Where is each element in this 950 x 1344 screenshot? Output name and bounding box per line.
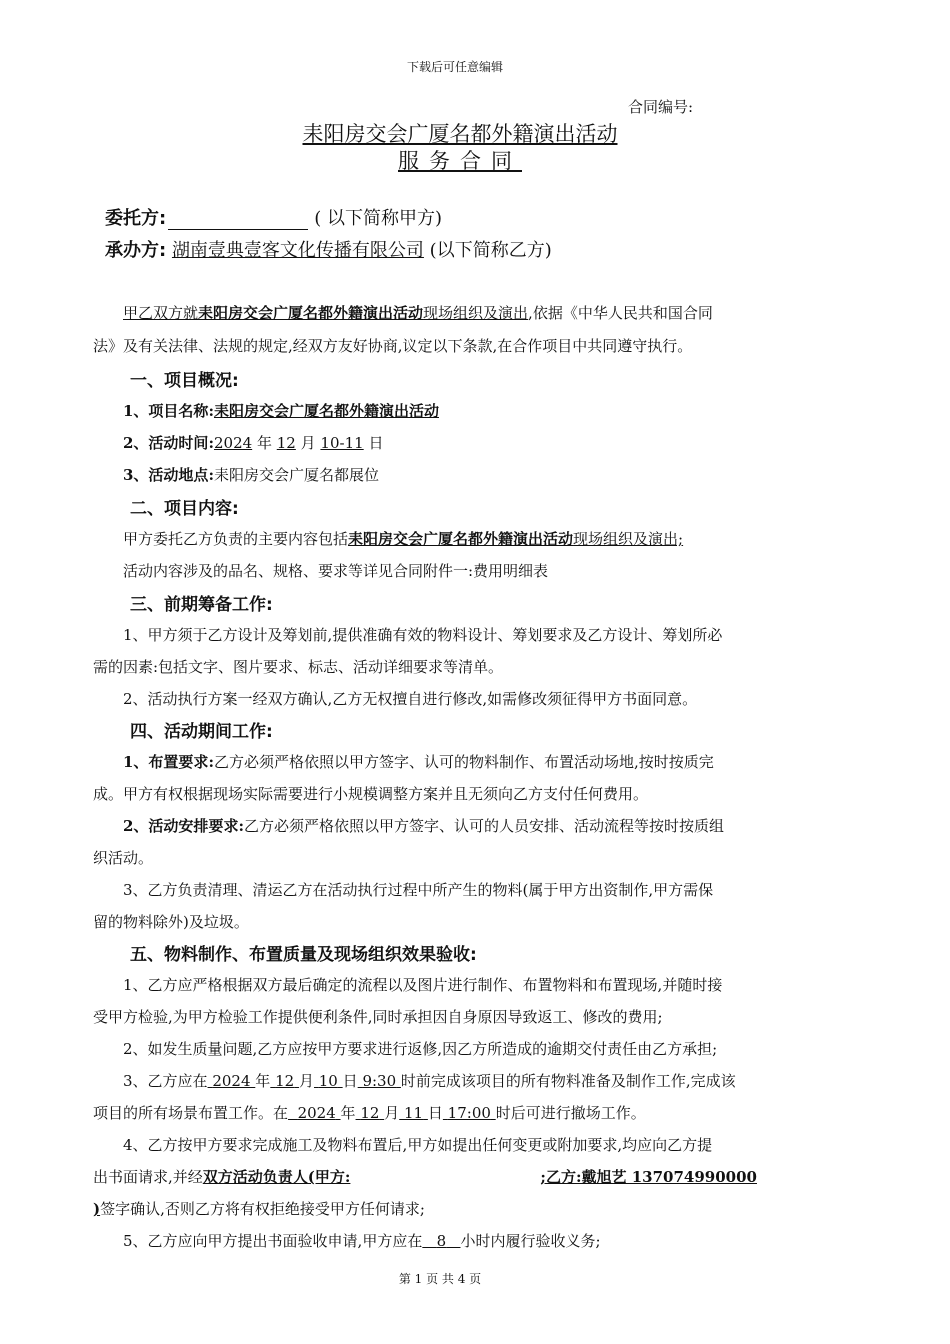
responsible-persons bbox=[203, 1168, 757, 1186]
responsible-persons-close: ) bbox=[93, 1200, 101, 1218]
intro-event-name: 耒阳房交会广厦名都外籍演出活动 bbox=[198, 304, 424, 322]
arrangement-clause-a bbox=[123, 815, 724, 836]
prep-deadline-month: 12 bbox=[275, 1072, 295, 1090]
cleanup-clause-b: 留的物料除外)及垃圾。 bbox=[93, 913, 249, 931]
unit-text: 年 bbox=[256, 434, 272, 452]
content-event-name: 耒阳房交会广厦名都外籍演出活动 bbox=[348, 530, 574, 548]
content-line-1 bbox=[123, 528, 683, 549]
activity-month: 12 bbox=[276, 434, 296, 452]
provider-name: 湖南壹典壹客文化传播有限公司 bbox=[171, 240, 424, 261]
clause-text: 时前完成该项目的所有物料准备及制作工作,完成该 bbox=[400, 1072, 736, 1090]
clause-text: 签字确认,否则乙方将有权拒绝接受甲方任何请求; bbox=[100, 1200, 425, 1218]
arrangement-text: 乙方必须严格依照以甲方签字、认可的人员安排、活动流程等按时按质组 bbox=[243, 817, 724, 835]
section-2-heading: 二、项目内容: bbox=[130, 499, 239, 519]
prep-deadline-time: 9:30 bbox=[362, 1072, 397, 1090]
unit-text: 年 bbox=[340, 1104, 356, 1122]
clause-text: 项目的所有场景布置工作。在 bbox=[93, 1104, 289, 1122]
client-suffix: ( 以下简称甲方) bbox=[314, 208, 442, 229]
section-1-heading: 一、项目概况: bbox=[130, 371, 239, 391]
unit-text: 日 bbox=[427, 1104, 443, 1122]
acceptance-clause-3a bbox=[123, 1070, 736, 1091]
clause-text: 3、乙方应在 bbox=[123, 1072, 208, 1090]
intro-line-2: 法》及有关法律、法规的规定,经双方友好协商,议定以下条款,在合作项目中共同遵守执行。 bbox=[93, 337, 693, 355]
unit-text: 日 bbox=[342, 1072, 358, 1090]
activity-time-line bbox=[123, 432, 383, 453]
document-title: 耒阳房交会广厦名都外籍演出活动 bbox=[302, 122, 618, 146]
setup-text: 乙方必须严格依照以甲方签字、认可的物料制作、布置活动场地,按时按质完 bbox=[213, 753, 714, 771]
acceptance-clause-5 bbox=[123, 1230, 601, 1251]
project-name-value: 耒阳房交会广厦名都外籍演出活动 bbox=[213, 402, 439, 420]
teardown-month: 12 bbox=[360, 1104, 380, 1122]
unit-text: 年 bbox=[255, 1072, 271, 1090]
acceptance-clause-3b bbox=[93, 1102, 646, 1123]
project-name-label: 1、项目名称: bbox=[123, 402, 214, 420]
section-3-heading: 三、前期筹备工作: bbox=[130, 595, 273, 615]
provider-suffix: (以下简称乙方) bbox=[429, 240, 552, 261]
prep-clause-1a: 1、甲方须于乙方设计及筹划前,提供准确有效的物料设计、筹划要求及乙方设计、筹划所必 bbox=[123, 626, 723, 644]
setup-label: 1、布置要求: bbox=[123, 753, 214, 771]
prep-deadline-year: 2024 bbox=[212, 1072, 251, 1090]
intro-line-1 bbox=[123, 302, 713, 323]
activity-place-value: 耒阳房交会广厦名都展位 bbox=[213, 466, 379, 484]
acceptance-clause-1a: 1、乙方应严格根据双方最后确定的流程以及图片进行制作、布置物料和布置现场,并随时接 bbox=[123, 976, 723, 994]
arrangement-label: 2、活动安排要求: bbox=[123, 817, 244, 835]
setup-clause-b: 成。甲方有权根据现场实际需要进行小规模调整方案并且无须向乙方支付任何费用。 bbox=[93, 785, 649, 803]
acceptance-clause-1b: 受甲方检验,为甲方检验工作提供便利条件,同时承担因自身原因导致返工、修改的费用; bbox=[93, 1008, 663, 1026]
teardown-year: 2024 bbox=[297, 1104, 336, 1122]
activity-time-label: 2、活动时间: bbox=[123, 434, 214, 452]
activity-place-line bbox=[123, 464, 379, 485]
unit-text: 月 bbox=[298, 1072, 314, 1090]
page-number: 第 1 页 共 4 页 bbox=[398, 1272, 482, 1286]
clause-text: 出书面请求,并经 bbox=[93, 1168, 203, 1186]
cleanup-clause-a: 3、乙方负责清理、清运乙方在活动执行过程中所产生的物料(属于甲方出资制作,甲方需保 bbox=[123, 881, 714, 899]
acceptance-clause-2: 2、如发生质量问题,乙方应按甲方要求进行返修,因乙方所造成的逾期交付责任由乙方承担; bbox=[123, 1040, 718, 1058]
client-line bbox=[105, 204, 442, 230]
content-scope: 现场组织及演出; bbox=[573, 530, 684, 548]
content-line-2: 活动内容涉及的品名、规格、要求等详见合同附件一:费用明细表 bbox=[123, 562, 549, 580]
party-a-responsible: 双方活动负责人(甲方: bbox=[202, 1168, 351, 1186]
arrangement-clause-b: 织活动。 bbox=[93, 849, 154, 867]
setup-clause-a bbox=[123, 751, 714, 772]
unit-text: 月 bbox=[384, 1104, 400, 1122]
acceptance-hours: 8 bbox=[436, 1232, 447, 1250]
content-text: 甲方委托乙方负责的主要内容包括 bbox=[123, 530, 349, 548]
unit-text: 日 bbox=[368, 434, 384, 452]
section-5-heading: 五、物料制作、布置质量及现场组织效果验收: bbox=[130, 945, 477, 965]
acceptance-clause-4a: 4、乙方按甲方要求完成施工及物料布置后,甲方如提出任何变更或附加要求,均应向乙方提 bbox=[123, 1136, 713, 1154]
client-label: 委托方: bbox=[105, 208, 167, 229]
provider-label: 承办方: bbox=[105, 240, 167, 261]
client-name-blank bbox=[168, 211, 308, 230]
intro-text: 甲乙双方就 bbox=[123, 304, 199, 322]
activity-year: 2024 bbox=[213, 434, 253, 452]
activity-place-label: 3、活动地点: bbox=[123, 466, 214, 484]
intro-scope: 现场组织及演出 bbox=[423, 304, 529, 322]
acceptance-clause-4c bbox=[93, 1198, 425, 1219]
prep-clause-1b: 需的因素:包括文字、图片要求、标志、活动详细要求等清单。 bbox=[93, 658, 504, 676]
unit-text: 月 bbox=[300, 434, 316, 452]
clause-text: 小时内履行验收义务; bbox=[460, 1232, 601, 1250]
section-4-heading: 四、活动期间工作: bbox=[130, 722, 273, 742]
download-note: 下载后可任意编辑 bbox=[406, 60, 503, 74]
clause-text: 时后可进行撤场工作。 bbox=[495, 1104, 646, 1122]
provider-line bbox=[105, 236, 552, 262]
contract-number-label: 合同编号: bbox=[628, 98, 694, 116]
party-b-responsible: ;乙方:戴旭艺 137074990000 bbox=[540, 1168, 757, 1186]
acceptance-clause-4b bbox=[93, 1166, 757, 1187]
intro-text: ,依据《中华人民共和国合同 bbox=[528, 304, 713, 322]
activity-days: 10-11 bbox=[320, 434, 364, 452]
document-subtitle: 服务合同 bbox=[398, 149, 522, 173]
clause-text: 5、乙方应向甲方提出书面验收申请,甲方应在 bbox=[123, 1232, 423, 1250]
project-name-line bbox=[123, 400, 439, 421]
prep-deadline-day: 10 bbox=[318, 1072, 338, 1090]
teardown-time: 17:00 bbox=[447, 1104, 491, 1122]
teardown-day: 11 bbox=[404, 1104, 424, 1122]
prep-clause-2: 2、活动执行方案一经双方确认,乙方无权擅自进行修改,如需修改须征得甲方书面同意。 bbox=[123, 690, 698, 708]
